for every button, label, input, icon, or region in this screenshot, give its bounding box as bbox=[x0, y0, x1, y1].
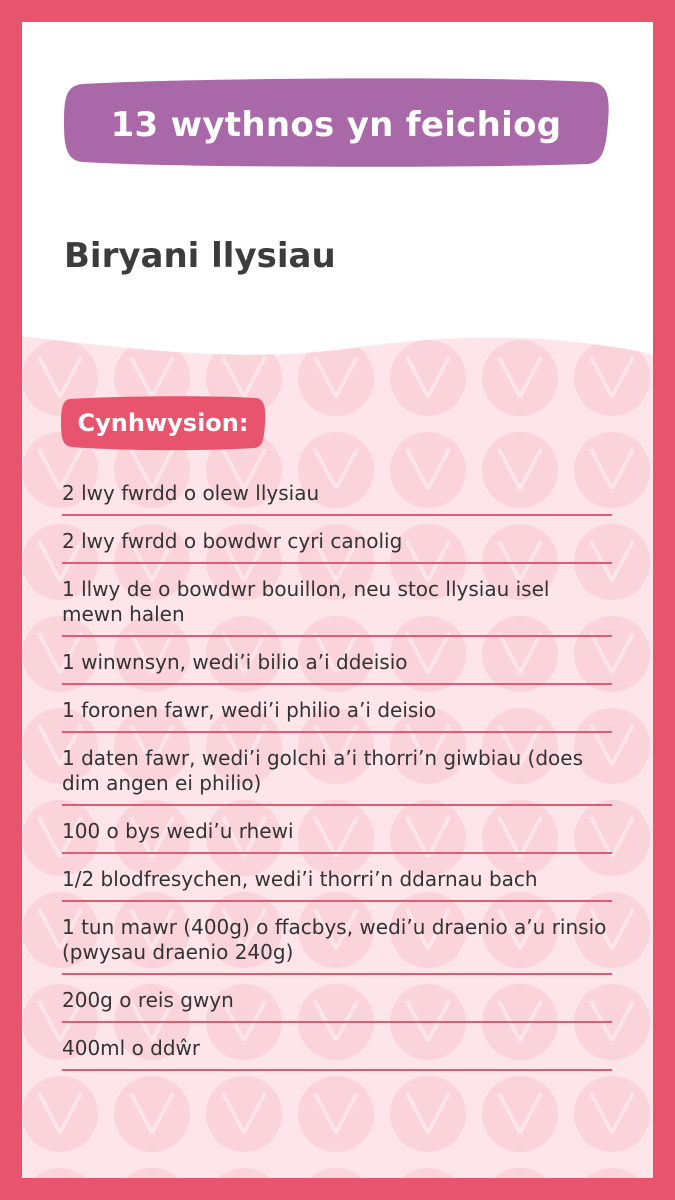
ingredient-item: 100 o bys wedi’u rhewi bbox=[62, 806, 612, 854]
ingredient-item: 1/2 blodfresychen, wedi’i thorri’n ddarnau bach bbox=[62, 854, 612, 902]
ingredient-item: 400ml o ddŵr bbox=[62, 1023, 612, 1071]
ingredient-item: 2 lwy fwrdd o olew llysiau bbox=[62, 468, 612, 516]
ingredient-item: 2 lwy fwrdd o bowdwr cyri canolig bbox=[62, 516, 612, 564]
ingredients-heading: Cynhwysion: bbox=[77, 409, 249, 437]
ingredient-item: 1 winwnsyn, wedi’i bilio a’i ddeisio bbox=[62, 637, 612, 685]
ingredient-item: 1 daten fawr, wedi’i golchi a’i thorri’n giwbiau (does dim angen ei philio) bbox=[62, 733, 612, 806]
ingredient-item: 1 foronen fawr, wedi’i philio a’i deisio bbox=[62, 685, 612, 733]
ingredient-item: 1 llwy de o bowdwr bouillon, neu stoc llysiau isel mewn halen bbox=[62, 564, 612, 637]
ingredient-item: 200g o reis gwyn bbox=[62, 975, 612, 1023]
recipe-title: Biryani llysiau bbox=[64, 236, 336, 276]
ingredient-item: 1 tun mawr (400g) o ffacbys, wedi’u draenio a’u rinsio (pwysau draenio 240g) bbox=[62, 902, 612, 975]
ingredients-list bbox=[62, 468, 612, 1071]
recipe-card bbox=[22, 22, 653, 1178]
header-title: 13 wythnos yn feichiog bbox=[110, 105, 562, 145]
